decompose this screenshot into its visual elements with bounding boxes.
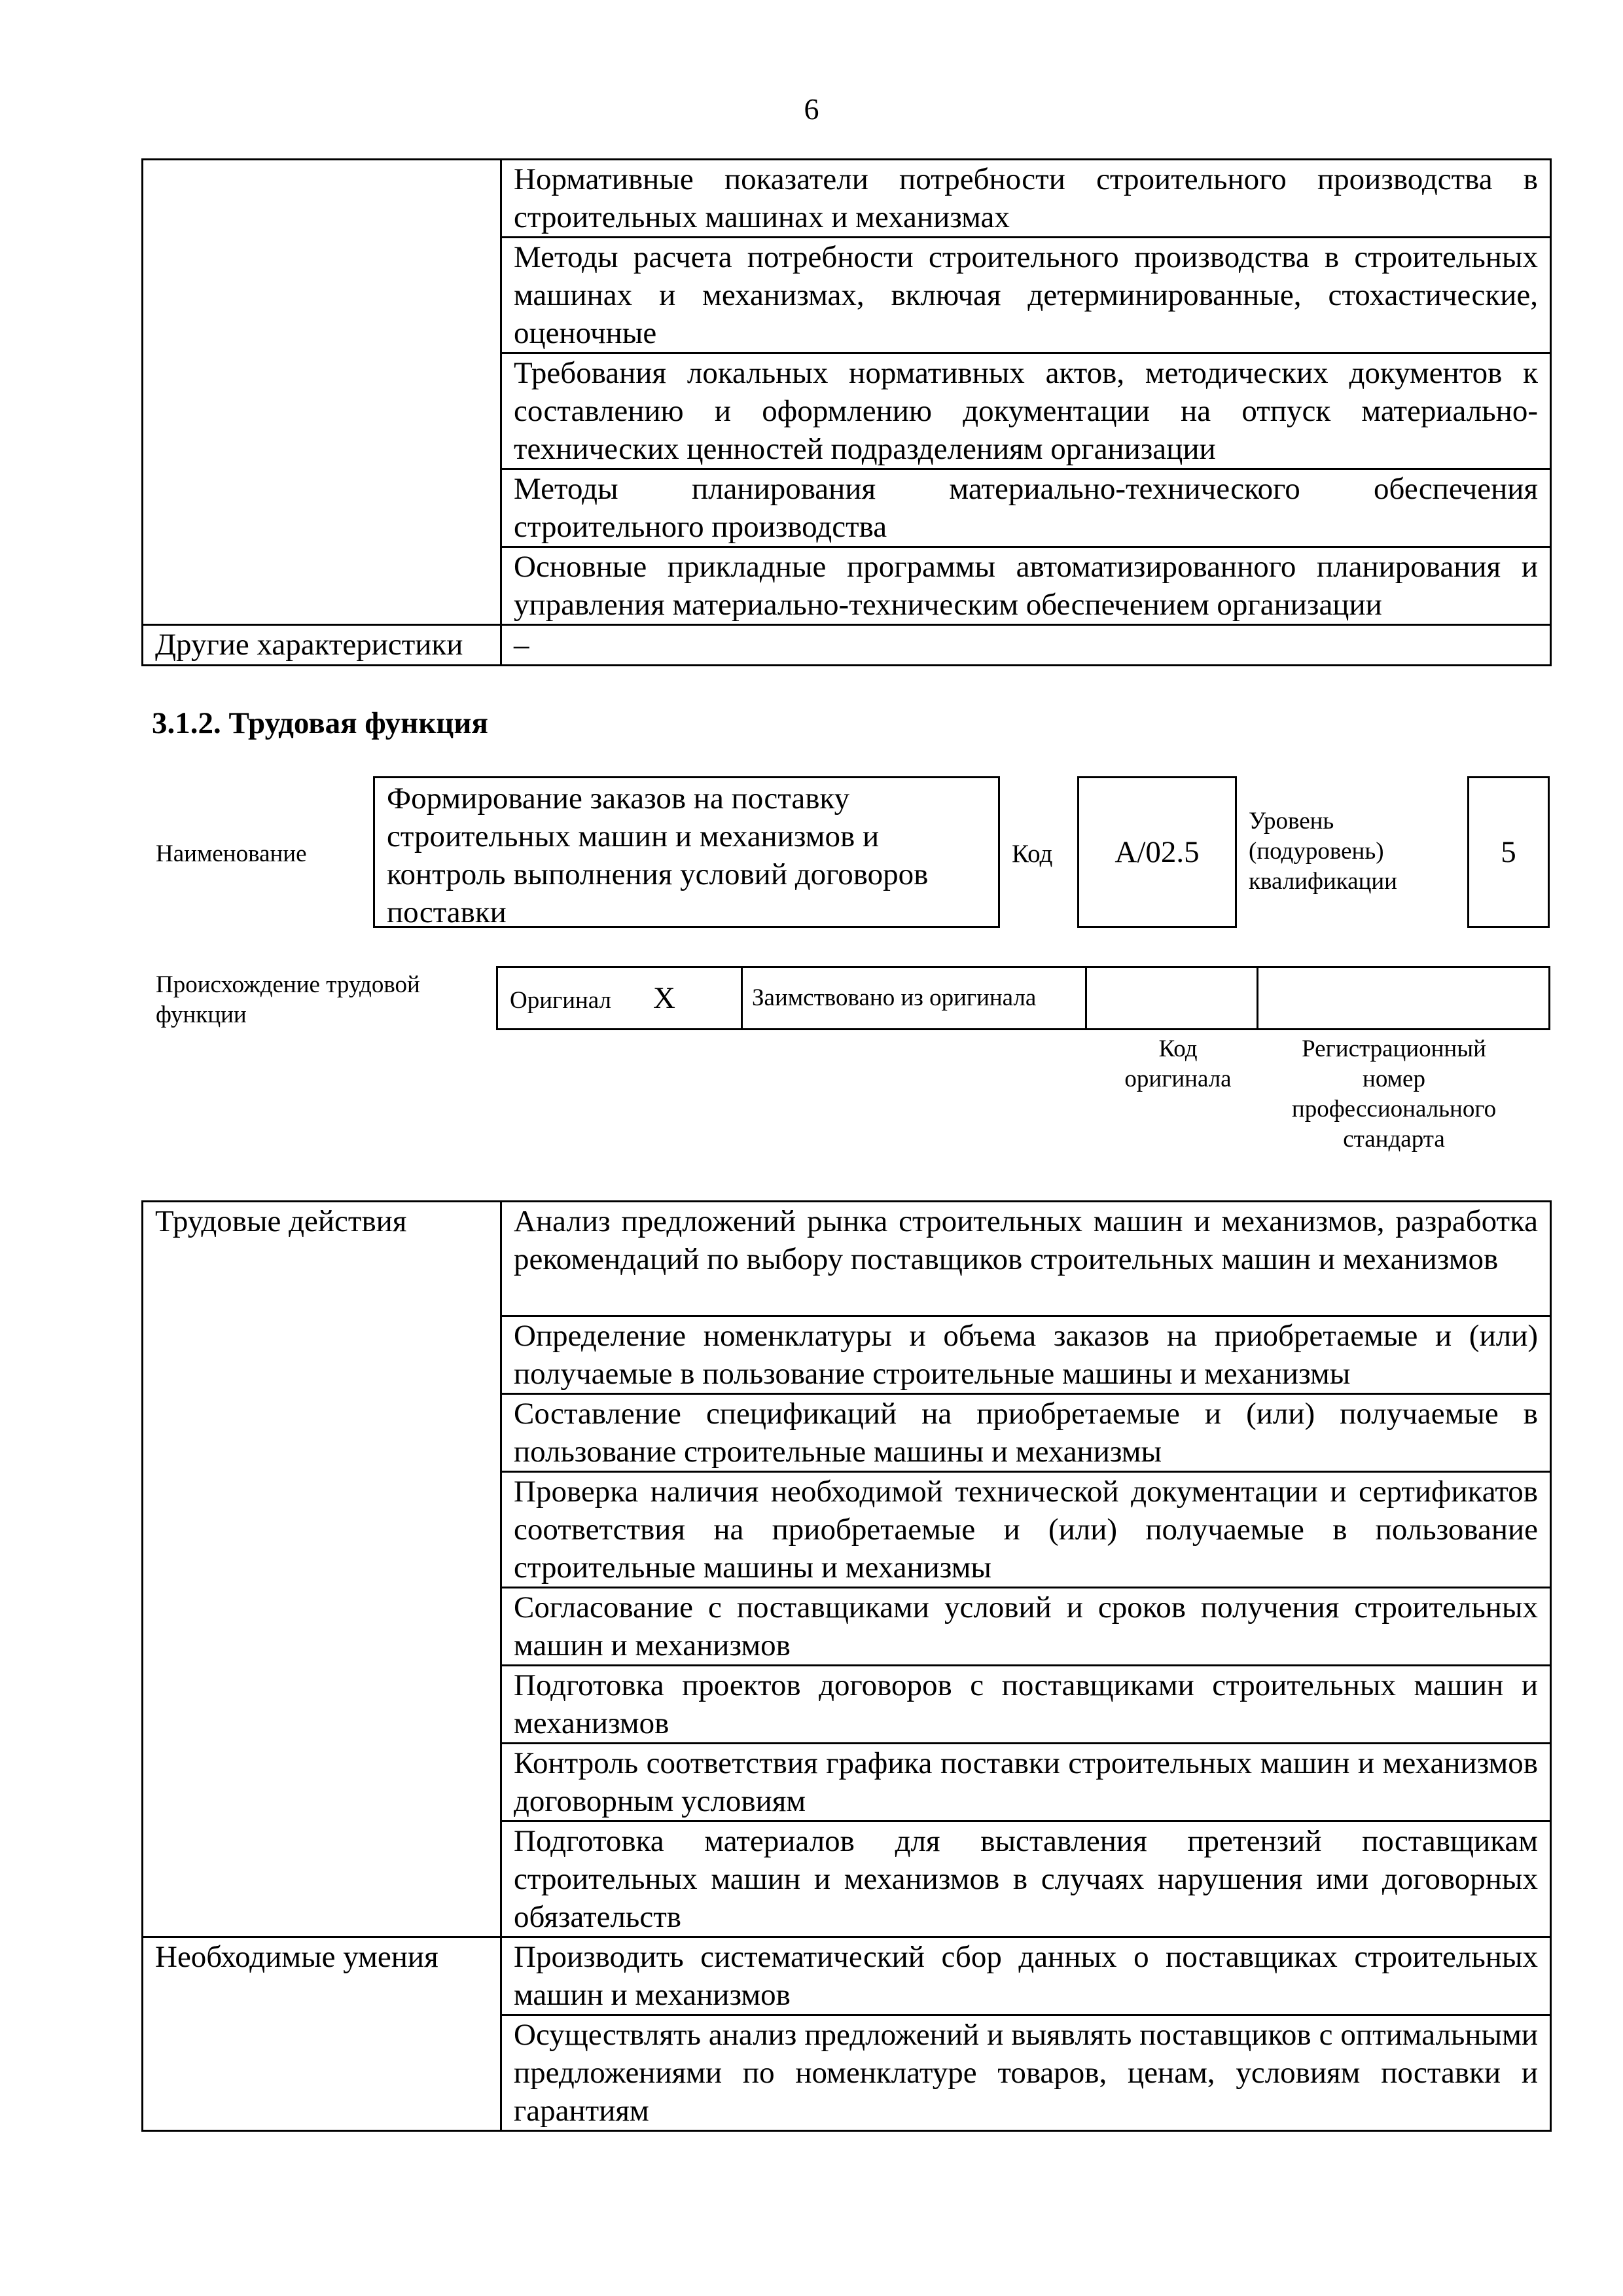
name-label: Наименование — [156, 840, 307, 867]
labor-action-item: Анализ предложений рынка строительных машин и механизмов, разработка рекомендаций по выбору поставщиков строительных машин и механизмов — [501, 1202, 1551, 1316]
knowledge-item: Нормативные показатели потребности строительного производства в строительных машинах и механизмах — [501, 160, 1551, 238]
original-cell — [497, 967, 742, 1030]
labor-action-item: Определение номенклатуры и объема заказов на приобретаемые и (или) получаемые в пользование строительные машины и механизмы — [501, 1316, 1551, 1394]
original-mark: X — [653, 981, 675, 1015]
knowledge-label-cell — [143, 160, 501, 625]
labor-action-item: Подготовка проектов договоров с поставщиками строительных машин и механизмов — [501, 1666, 1551, 1744]
section-heading: 3.1.2. Трудовая функция — [152, 706, 488, 740]
level-label: Уровень (подуровень) квалификации — [1249, 808, 1397, 895]
labor-action-item: Подготовка материалов для выставления претензий поставщикам строительных машин и механизмов в случаях нарушения ими договорных обязательств — [501, 1821, 1551, 1937]
borrowed-label: Заимствовано из оригинала — [742, 967, 1086, 1030]
function-name-box — [373, 776, 1000, 928]
labor-action-item: Контроль соответствия графика поставки строительных машин и механизмов договорным условиям — [501, 1744, 1551, 1821]
page-number: 6 — [804, 92, 819, 126]
other-characteristics-value: – — [501, 625, 1551, 666]
level-box — [1467, 776, 1550, 928]
code-value: А/02.5 — [1115, 835, 1200, 869]
labor-actions-label: Трудовые действия — [143, 1202, 501, 1937]
reg-number-cell — [1258, 967, 1550, 1030]
original-label: Оригинал — [510, 987, 612, 1014]
skill-item: Осуществлять анализ предложений и выявлять поставщиков с оптимальными предложениями по номенклатуре товаров, ценам, условиям поставки и гарантиям — [501, 2015, 1551, 2131]
knowledge-table — [141, 158, 1552, 666]
labor-action-item: Составление спецификаций на приобретаемые и (или) получаемые в пользование строительные машины и механизмы — [501, 1394, 1551, 1472]
level-value: 5 — [1501, 835, 1516, 869]
labor-action-item: Согласование с поставщиками условий и сроков получения строительных машин и механизмов — [501, 1588, 1551, 1666]
knowledge-item: Методы расчета потребности строительного производства в строительных машинах и механизмах, включая детерминированные, стохастические, оценочные — [501, 238, 1551, 353]
other-characteristics-label: Другие характеристики — [143, 625, 501, 666]
knowledge-item: Требования локальных нормативных актов, методических документов к составлению и оформлению документации на отпуск материально-технических ценностей подразделениям организации — [501, 353, 1551, 469]
required-skills-label: Необходимые умения — [143, 1937, 501, 2131]
labor-action-item: Проверка наличия необходимой технической документации и сертификатов соответствия на приобретаемые и (или) получаемые в пользование строительные машины и механизмы — [501, 1472, 1551, 1588]
knowledge-item: Методы планирования материально-технического обеспечения строительного производства — [501, 469, 1551, 547]
code-original-cell — [1086, 967, 1258, 1030]
origin-table — [496, 966, 1550, 1030]
function-name-value: Формирование заказов на поставку строительных машин и механизмов и контроль выполнения условий договоров поставки — [387, 781, 929, 929]
knowledge-item: Основные прикладные программы автоматизированного планирования и управления материально-техническим обеспечением организации — [501, 547, 1551, 625]
origin-label: Происхождение трудовой функции — [156, 971, 420, 1028]
actions-skills-table — [141, 1200, 1552, 2132]
skill-item: Производить систематический сбор данных о поставщиках строительных машин и механизмов — [501, 1937, 1551, 2015]
reg-number-caption: Регистрационный номер профессионального стандарта — [1291, 1035, 1497, 1153]
code-label: Код — [1012, 840, 1053, 868]
code-original-caption: Код оригинала — [1124, 1035, 1232, 1092]
code-box — [1077, 776, 1237, 928]
